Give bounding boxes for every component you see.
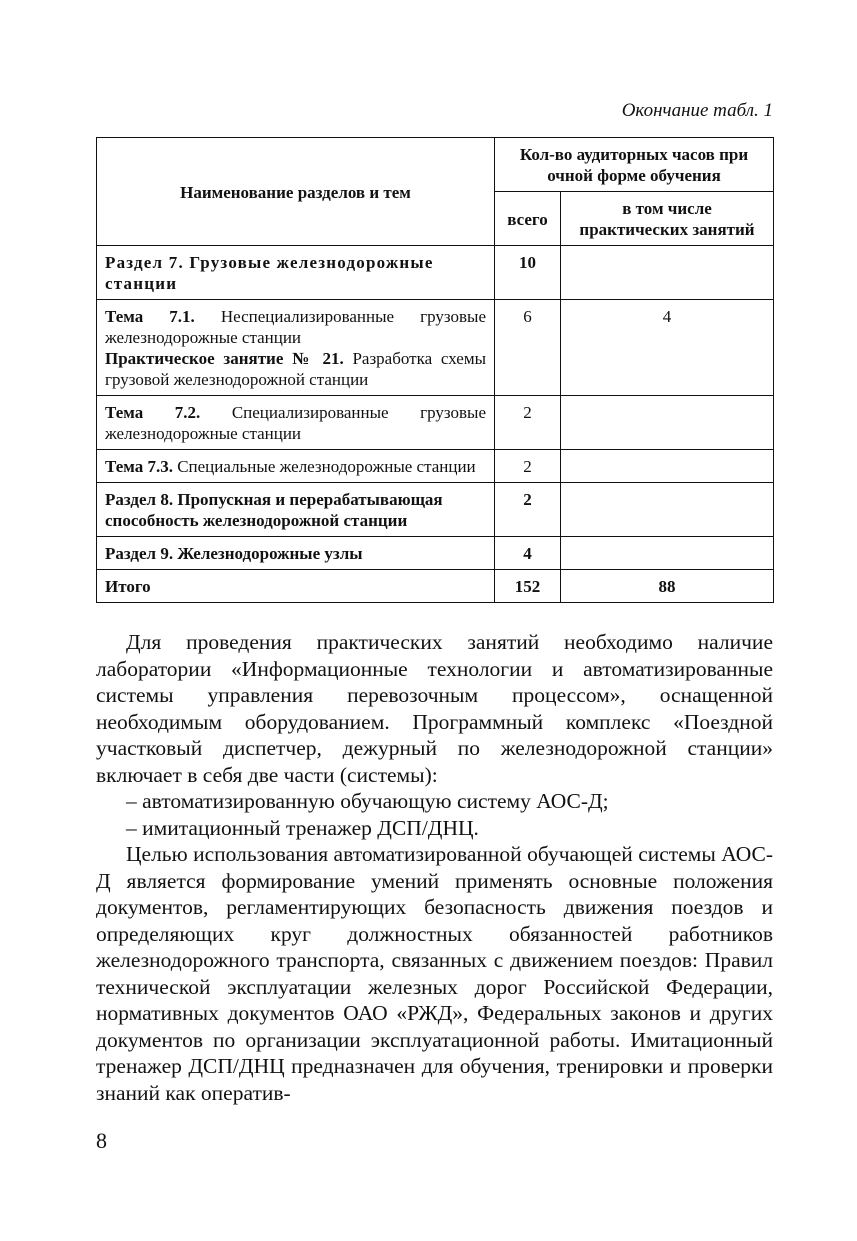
table-total-row — [97, 570, 774, 603]
row-practical — [561, 246, 774, 300]
row-total: 2 — [495, 450, 561, 483]
row-total: 6 — [495, 300, 561, 396]
body-text — [96, 629, 773, 1106]
row-practical — [561, 450, 774, 483]
row-label: Раздел 7. Грузовые железнодорожные станции — [97, 246, 495, 300]
table-row — [97, 483, 774, 537]
header-hours: Кол-во аудиторных часов при очной форме обучения — [495, 138, 774, 192]
table-row — [97, 537, 774, 570]
row-total: 2 — [495, 396, 561, 450]
row-practical: 4 — [561, 300, 774, 396]
hours-table — [96, 137, 774, 603]
row-label-text: Специальные железнодорожные станции — [172, 457, 476, 476]
row-total: 10 — [495, 246, 561, 300]
row-label — [97, 396, 495, 450]
row-label-text: Специализированные грузовые железнодорожные станции — [105, 403, 487, 443]
row-label2-bold: Практическое занятие № 21. — [105, 349, 344, 368]
row-label — [97, 450, 495, 483]
row-practical — [561, 483, 774, 537]
row-practical — [561, 396, 774, 450]
paragraph: Целью использования автоматизированной обучающей системы АОС-Д является формирование умений применять основные положения документов, регламентирующих безопасность движения поездов и определяющих круг должностных обязанностей работников железнодорожного транспорта, связанных с движением поездов: Правил технической эксплуатации железных дорог Российской Федерации, нормативных документов ОАО «РЖД», Федеральных законов и других документов по организации эксплуатационной работы. Имитационный тренажер ДСП/ДНЦ предназначен для обучения, тренировки и проверки знаний как оператив- — [96, 842, 773, 1105]
table-caption: Окончание табл. 1 — [621, 100, 773, 121]
row-label-text: Неспециализированные грузовые железнодорожные станции — [105, 307, 487, 347]
row-label-bold: Тема 7.2. — [105, 403, 201, 422]
row-label: Раздел 8. Пропускная и перерабатывающая способность железнодорожной станции — [97, 483, 495, 537]
row-label: Раздел 9. Железнодорожные узлы — [97, 537, 495, 570]
header-practical: в том числе практических занятий — [561, 192, 774, 246]
header-name: Наименование разделов и тем — [97, 138, 495, 246]
row-label: Итого — [97, 570, 495, 603]
table-row — [97, 450, 774, 483]
table-row — [97, 246, 774, 300]
list-item: – имитационный тренажер ДСП/ДНЦ. — [126, 815, 479, 840]
table-row — [97, 300, 774, 396]
row-label-bold: Тема 7.1. — [105, 307, 195, 326]
row-label — [97, 300, 495, 396]
row-label-bold: Тема 7.3. — [105, 457, 173, 476]
row-total: 152 — [495, 570, 561, 603]
table-header-row — [97, 138, 774, 192]
page-number: 8 — [96, 1128, 107, 1153]
row-practical — [561, 537, 774, 570]
paragraph: Для проведения практических занятий необходимо наличие лаборатории «Информационные технологии и автоматизированные системы управления перевозочным процессом», оснащенной необходимым оборудованием. Программный комплекс «Поездной участковый диспетчер, дежурный по железнодорожной станции» включает в себя две части (системы): — [96, 630, 773, 787]
row-practical: 88 — [561, 570, 774, 603]
row-total: 2 — [495, 483, 561, 537]
list-item: – автоматизированную обучающую систему АОС-Д; — [126, 789, 609, 813]
table-row — [97, 396, 774, 450]
header-total: всего — [495, 192, 561, 246]
row-total: 4 — [495, 537, 561, 570]
row-label2-text: Разработка схемы грузовой железнодорожной станции — [105, 349, 486, 389]
